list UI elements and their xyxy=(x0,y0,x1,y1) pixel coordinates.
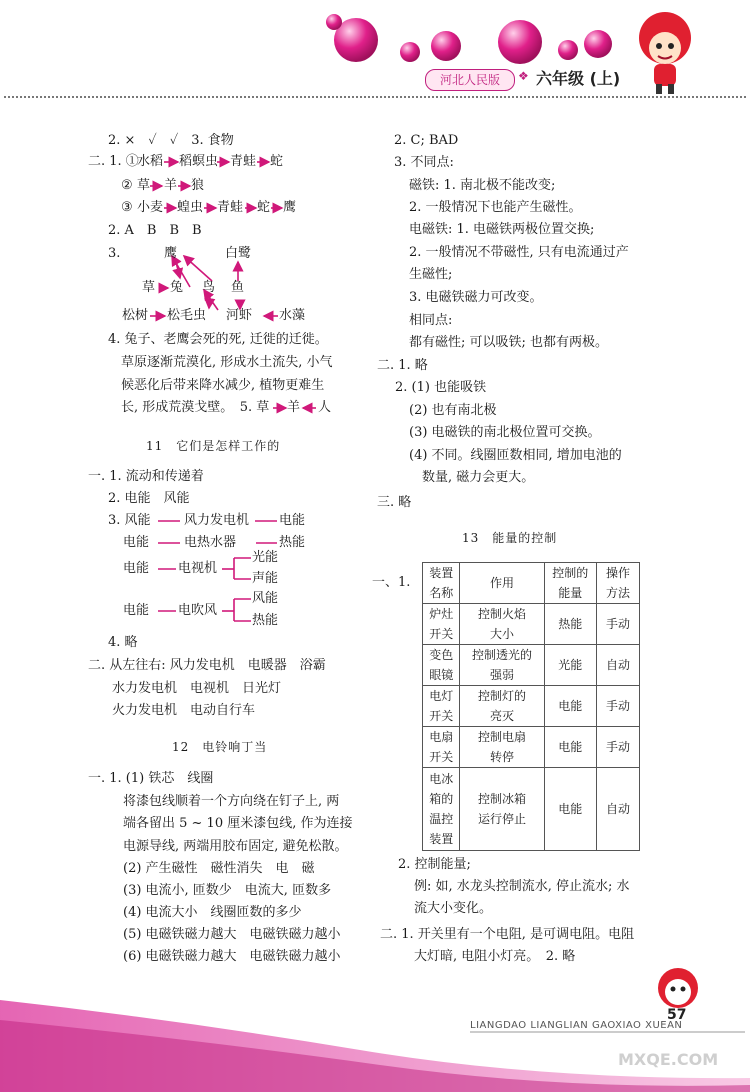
answer-line: 将漆包线顺着一个方向绕在钉子上, 两 xyxy=(123,794,340,809)
table-cell: 电灯 开关 xyxy=(423,686,460,727)
table-cell: 控制灯的 亮灭 xyxy=(460,686,544,727)
answer-line: 例: 如, 水龙头控制流水, 停止流水; 水 xyxy=(414,879,630,894)
web-node-algae: 水藻 xyxy=(279,308,306,323)
answer-line: ③ xyxy=(121,200,133,215)
answer-line: 2. (1) 也能吸铁 xyxy=(395,380,487,395)
chain-item: 稻螟虫 xyxy=(179,154,219,169)
table-cell: 电能 xyxy=(544,768,596,851)
answer-line: 电源导线, 两端用胶布固定, 避免松散。 xyxy=(123,839,348,854)
mascot-face-icon xyxy=(658,968,698,1008)
web-node-grass: 草 xyxy=(142,280,156,295)
table-cell: 控制火焰 大小 xyxy=(460,604,544,645)
bullet-icon: ❖ xyxy=(518,69,529,83)
answer-line: 水力发电机 电视机 日光灯 xyxy=(112,681,282,696)
watermark: MXQE.COM xyxy=(618,1050,719,1069)
table-header-cell: 装置 名称 xyxy=(423,563,460,604)
chain-item: 蝗虫 xyxy=(177,200,204,215)
energy-label: 声能 xyxy=(252,571,279,586)
energy-label: 风能 xyxy=(252,591,279,606)
web-node-caterpillar: 松毛虫 xyxy=(167,308,207,323)
answer-line: 2. A B B B xyxy=(108,223,202,238)
energy-control-table xyxy=(422,562,640,851)
answer-line: 2. 电能 风能 xyxy=(108,491,190,506)
chain-item: 羊 xyxy=(287,400,301,415)
energy-label: 电能 xyxy=(123,561,150,576)
answer-line: 二. 1. 略 xyxy=(377,358,428,373)
table-cell: 热能 xyxy=(544,604,596,645)
energy-label: 3. 风能 xyxy=(108,513,151,528)
table-row xyxy=(423,645,640,686)
table-cell: 控制冰箱 运行停止 xyxy=(460,768,544,851)
section-title: 11 它们是怎样工作的 xyxy=(146,439,281,453)
answer-line: 二. 1. 开关里有一个电阻, 是可调电阻。电阻 xyxy=(380,927,635,942)
table-header-row xyxy=(423,563,640,604)
answer-line: 数量, 磁力会更大。 xyxy=(422,470,535,485)
table-cell: 炉灶 开关 xyxy=(423,604,460,645)
section-title: 13 能量的控制 xyxy=(462,531,558,545)
answer-line: 大灯暗, 电阻小灯亮。 2. 略 xyxy=(414,949,576,964)
answer-line: 候恶化后带来降水减少, 植物更难生 xyxy=(121,378,325,393)
chain-item: 蛇 xyxy=(257,200,271,215)
energy-label: 热能 xyxy=(279,535,306,550)
answer-line: 2. 控制能量; xyxy=(398,857,471,872)
chain-item: 蛇 xyxy=(270,154,284,169)
energy-label: 电能 xyxy=(123,603,150,618)
energy-label: 电热水器 xyxy=(184,535,237,550)
answer-line: (3) 电流小, 匝数少 电流大, 匝数多 xyxy=(123,883,332,898)
answer-line: 3. xyxy=(108,246,121,261)
chain-item: 青蛙 xyxy=(217,200,244,215)
answer-line: 火力发电机 电动自行车 xyxy=(112,703,256,718)
answer-line: (6) 电磁铁磁力越大 电磁铁磁力越小 xyxy=(123,949,341,964)
answer-line: 一. 1. (1) 铁芯 线圈 xyxy=(88,771,214,786)
answer-line: 磁铁: 1. 南北极不能改变; xyxy=(409,178,556,193)
answer-line: ② xyxy=(121,178,133,193)
answer-line: 一、1. xyxy=(372,575,411,590)
chain-item: 鹰 xyxy=(283,200,297,215)
energy-label: 电视机 xyxy=(178,561,218,576)
table-row xyxy=(423,768,640,851)
answer-line: 三. 略 xyxy=(377,495,412,510)
chain-item: 羊 xyxy=(164,178,178,193)
answer-line: (2) 产生磁性 磁性消失 电 磁 xyxy=(123,861,315,876)
answer-line: 2. 一般情况下也能产生磁性。 xyxy=(409,200,582,215)
energy-label: 电能 xyxy=(279,513,306,528)
chain-item: 狼 xyxy=(191,178,205,193)
answer-line: 生磁性; xyxy=(409,267,453,282)
table-cell: 变色 眼镜 xyxy=(423,645,460,686)
answer-line: 4. 略 xyxy=(108,635,138,650)
answer-line: (4) 不同。线圈匝数相同, 增加电池的 xyxy=(409,448,622,463)
chain-item: 人 xyxy=(318,400,332,415)
web-node-rabbit: 兔 xyxy=(170,280,184,295)
chain-item: 小麦 xyxy=(137,200,164,215)
table-header-cell: 作用 xyxy=(460,563,544,604)
grade-label: 六年级 (上) xyxy=(536,69,621,88)
web-node-shrimp: 河虾 xyxy=(226,308,253,323)
answer-line: 都有磁性; 可以吸铁; 也都有两极。 xyxy=(409,335,609,350)
table-cell: 手动 xyxy=(596,727,639,768)
answer-line: 2. 一般情况不带磁性, 只有电流通过产 xyxy=(409,245,629,260)
web-node-pine: 松树 xyxy=(122,308,149,323)
table-cell: 电能 xyxy=(544,686,596,727)
table-row xyxy=(423,686,640,727)
web-node-bird: 鸟 xyxy=(202,280,216,295)
table-cell: 控制透光的 强弱 xyxy=(460,645,544,686)
series-name: LIANGDAO LIANGLIAN GAOXIAO XUEAN xyxy=(470,1020,683,1031)
table-cell: 手动 xyxy=(596,686,639,727)
table-row xyxy=(423,727,640,768)
answer-line: (5) 电磁铁磁力越大 电磁铁磁力越小 xyxy=(123,927,341,942)
table-header-cell: 操作 方法 xyxy=(596,563,639,604)
answer-line: 电磁铁: 1. 电磁铁两极位置交换; xyxy=(409,222,595,237)
publisher-badge: 河北人民版 xyxy=(425,69,515,91)
answer-line: 端各留出 5 ~ 10 厘米漆包线, 作为连接 xyxy=(123,816,353,831)
answer-line: 二. 1. ① xyxy=(88,154,139,169)
answer-line: (4) 电流大小 线圈匝数的多少 xyxy=(123,905,302,920)
table-cell: 自动 xyxy=(596,645,639,686)
energy-label: 风力发电机 xyxy=(184,513,250,528)
energy-label: 电能 xyxy=(123,535,150,550)
chain-item: 青蛙 xyxy=(230,154,257,169)
web-node-egret: 白鹭 xyxy=(225,246,252,261)
web-node-hawk: 鹰 xyxy=(164,246,178,261)
answer-line: (3) 电磁铁的南北极位置可交换。 xyxy=(409,425,601,440)
answer-line: 一. 1. 流动和传递着 xyxy=(88,469,204,484)
table-row xyxy=(423,604,640,645)
energy-label: 热能 xyxy=(252,613,279,628)
table-cell: 光能 xyxy=(544,645,596,686)
web-node-fish: 鱼 xyxy=(231,280,245,295)
table-cell: 手动 xyxy=(596,604,639,645)
energy-label: 光能 xyxy=(252,550,279,565)
chain-item: 水稻 xyxy=(137,154,164,169)
chain-item: 草 xyxy=(137,178,151,193)
answer-line: 3. 不同点: xyxy=(394,155,454,170)
table-cell: 自动 xyxy=(596,768,639,851)
answer-line: 相同点: xyxy=(409,313,453,328)
section-title: 12 电铃响丁当 xyxy=(172,740,268,754)
answer-line: 2. × ✓ ✓ 3. 食物 xyxy=(108,133,234,148)
answer-line: 草原逐渐荒漠化, 形成水土流失, 小气 xyxy=(121,355,333,370)
table-cell: 控制电扇 转停 xyxy=(460,727,544,768)
table-cell: 电扇 开关 xyxy=(423,727,460,768)
answer-line: 二. 从左往右: 风力发电机 电暖器 浴霸 xyxy=(88,658,326,673)
answer-line: 3. 电磁铁磁力可改变。 xyxy=(409,290,543,305)
answer-line: 长, 形成荒漠戈壁。 5. 草 xyxy=(121,400,270,415)
answer-line: 2. C; BAD xyxy=(394,133,459,148)
page-number: 57 xyxy=(667,1007,687,1023)
energy-label: 电吹风 xyxy=(178,603,218,618)
answer-line: 流大小变化。 xyxy=(414,901,493,916)
table-cell: 电能 xyxy=(544,727,596,768)
answer-line: (2) 也有南北极 xyxy=(409,403,497,418)
answer-line: 4. 兔子、老鹰会死的死, 迁徙的迁徙。 xyxy=(108,332,328,347)
table-header-cell: 控制的 能量 xyxy=(544,563,596,604)
table-cell: 电冰 箱的 温控 装置 xyxy=(423,768,460,851)
